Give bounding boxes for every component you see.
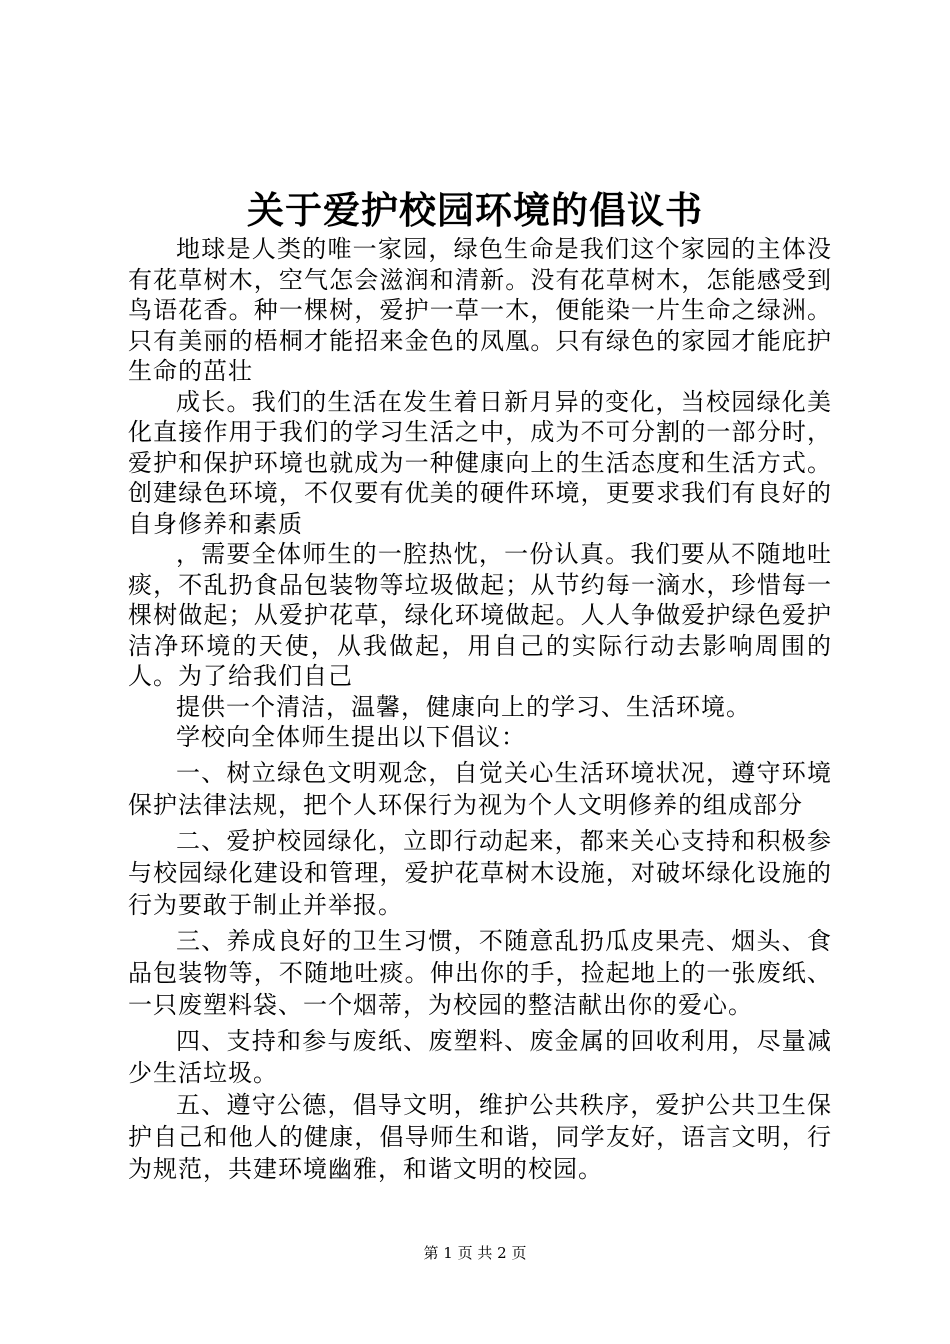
proposal-item-4: 四、支持和参与废纸、废塑料、废金属的回收利用，尽量减少生活垃圾。 (128, 1026, 832, 1087)
proposal-item-3-extra: 伸出你的手，捡起地上的一张废纸、一只废塑料袋、一个烟蒂，为校园的整洁献出你的爱心。 (128, 958, 833, 1019)
paragraph-intro: 地球是人类的唯一家园，绿色生命是我们这个家园的主体没有花草树木，空气怎会滋润和清新。没有花草树木，怎能感受到鸟语花香。种一棵树，爱护一草一木，便能染一片生命之绿洲。只有美丽的梧桐才能招来金色的凤凰。只有绿色的家园才能庇护生命的茁壮 (128, 235, 832, 385)
proposal-item-5: 五、遵守公德，倡导文明，维护公共秩序，爱护公共卫生保护自己和他人的健康，倡导师生和谐，同学友好，语言文明，行为规范，共建环境幽雅，和谐文明的校园。 (128, 1090, 832, 1183)
page-number-footer: 第 1 页 共 2 页 (423, 1244, 527, 1262)
paragraph-proposal-intro: 学校向全体师生提出以下倡议： (176, 723, 526, 751)
paragraph-action: ，需要全体师生的一腔热忱，一份认真。我们要从不随地吐痰，不乱扔食品包装物等垃圾做起；从节约每一滴水，珍惜每一棵树做起；从爱护花草，绿化环境做起。人人争做爱护绿色爱护洁净环境的天使，从我做起，用自己的实际行动去影响周围的人。为了给我们自己 (128, 540, 832, 690)
proposal-item-2: 二、爱护校园绿化，立即行动起来，都来关心支持和积极参与校园绿化建设和管理，爱护花草树木设施，对破坏绿化设施的行为要敢于制止并举报。 (128, 826, 832, 919)
paragraph-environment: 提供一个清洁，温馨，健康向上的学习、生活环境。 (176, 692, 751, 721)
proposal-item-3-main: 三、养成良好的卫生习惯，不随意乱扔瓜皮果壳、烟头、食品包装物等，不随地吐痰。 (128, 926, 832, 987)
proposal-item-1: 一、树立绿色文明观念，自觉关心生活环境状况，遵守环境保护法律法规，把个人环保行为视为个人文明修养的组成部分 (128, 758, 832, 819)
document-body (128, 234, 832, 1185)
document-title: 关于爱护校园环境的倡议书 (247, 188, 703, 232)
proposal-item-3 (128, 925, 832, 1021)
paragraph-growth: 成长。我们的生活在发生着日新月异的变化，当校园绿化美化直接作用于我们的学习生活之中，成为不可分割的一部分时，爱护和保护环境也就成为一种健康向上的生活态度和生活方式。创建绿色环境，不仅要有优美的硬件环境，更要求我们有良好的自身修养和素质 (128, 387, 832, 538)
